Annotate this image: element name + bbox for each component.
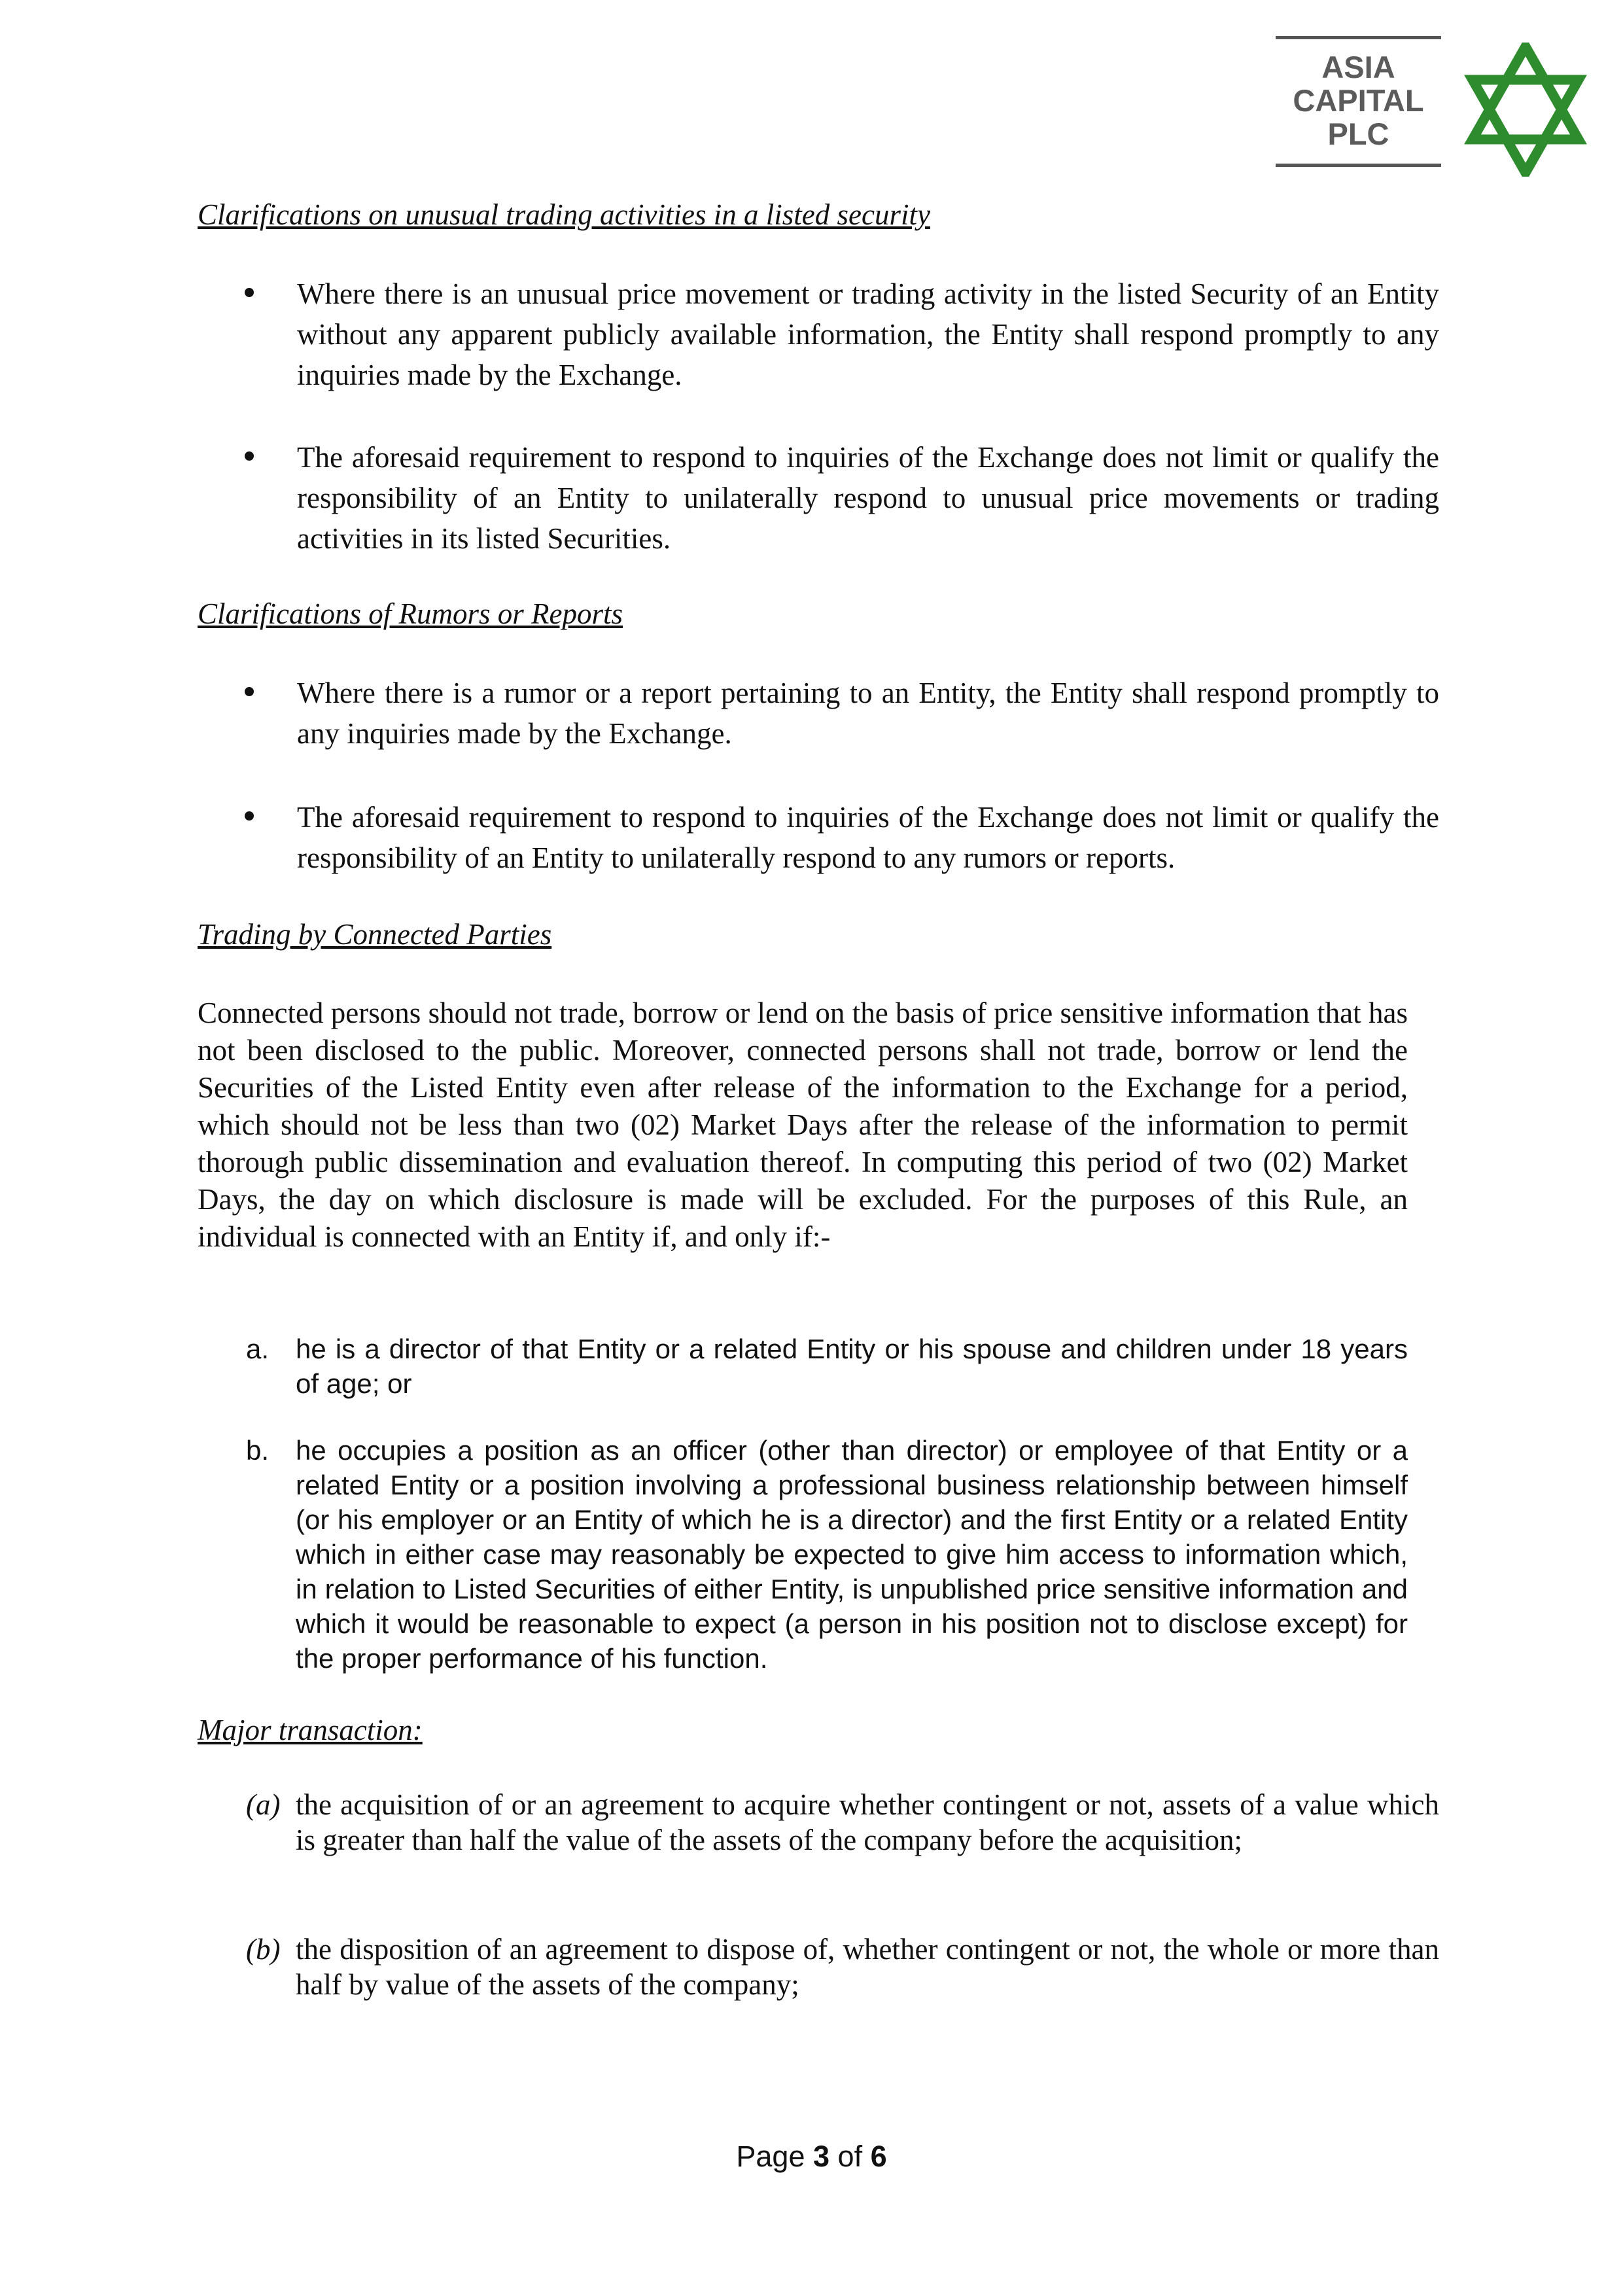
page-prefix: Page (736, 2140, 805, 2173)
bullet-text: The aforesaid requirement to respond to inquiries of the Exchange does not limit or qualify the responsibility of an Entity to unilaterally respond to unusual price movements or trading activities in its listed Securities. (297, 441, 1439, 555)
logo-rule-bottom (1276, 164, 1441, 167)
list-label: a. (246, 1333, 270, 1364)
list-text: he is a director of that Entity or a related Entity or his spouse and children under 18 years of age; or (296, 1333, 1408, 1399)
heading-rumors: Clarifications of Rumors or Reports (198, 597, 623, 630)
heading-connected-parties: Trading by Connected Parties (198, 918, 552, 951)
page-total: 6 (870, 2140, 887, 2173)
star-of-david-icon (1463, 43, 1588, 177)
page-current: 3 (813, 2140, 830, 2173)
bullet-text: Where there is an unusual price movement or trading activity in the listed Security of an Entity without any apparent publicly available information, the Entity shall respond promptly to any inquiries made by the Exchange. (297, 277, 1439, 391)
bullet-text: Where there is a rumor or a report pertaining to an Entity, the Entity shall respond promptly to any inquiries made by the Exchange. (297, 677, 1439, 750)
list-text: he occupies a position as an officer (other than director) or employee of that Entity or a related Entity or a position involving a professional business relationship between himself (or his employer or an Entity of which he is a director) and the first Entity or a related Entity which in either case may reasonably be expected to give him access to information which, in relation to Listed Securities of either Entity, is unpublished price sensitive information and which it would be reasonable to expect (a person in his position not to disclose except) for the proper performance of his function. (296, 1435, 1408, 1674)
bullet-icon (245, 451, 254, 461)
bullet-icon (245, 288, 254, 297)
heading-unusual-trading: Clarifications on unusual trading activities in a listed security (198, 198, 930, 231)
company-logo (1276, 36, 1596, 177)
logo-line-1: ASIA (1321, 50, 1395, 84)
bullet-icon (245, 687, 254, 696)
list-label: (a) (246, 1788, 281, 1821)
logo-wordmark (1276, 36, 1442, 167)
bullet-text: The aforesaid requirement to respond to inquiries of the Exchange does not limit or qualify the responsibility of an Entity to unilaterally respond to any rumors or reports. (297, 801, 1439, 874)
logo-line-2: CAPITAL (1293, 83, 1424, 118)
list-text: the acquisition of or an agreement to acquire whether contingent or not, assets of a value which is greater than half the value of the assets of the company before the acquisition; (296, 1788, 1439, 1856)
logo-text (1276, 50, 1441, 150)
page-of: of (837, 2140, 863, 2173)
logo-rule-top (1276, 36, 1441, 39)
list-label: b. (246, 1435, 270, 1466)
logo-line-3: PLC (1327, 116, 1389, 151)
list-text: the disposition of an agreement to dispose of, whether contingent or not, the whole or more than half by value of the assets of the company; (296, 1933, 1439, 2001)
page-number (0, 2140, 1623, 2174)
list-label: (b) (246, 1933, 281, 1966)
bullet-icon (245, 811, 254, 821)
heading-major-transaction: Major transaction: (198, 1714, 423, 1746)
connected-parties-paragraph: Connected persons should not trade, borrow or lend on the basis of price sensitive information that has not been disclosed to the public. Moreover, connected persons shall not trade, borrow or lend the Securities of the Listed Entity even after release of the information to the Exchange for a period, which should not be less than two (02) Market Days after the release of the information to permit thorough public dissemination and evaluation thereof. In computing this period of two (02) Market Days, the day on which disclosure is made will be excluded. For the purposes of this Rule, an individual is connected with an Entity if, and only if:- (198, 997, 1408, 1253)
